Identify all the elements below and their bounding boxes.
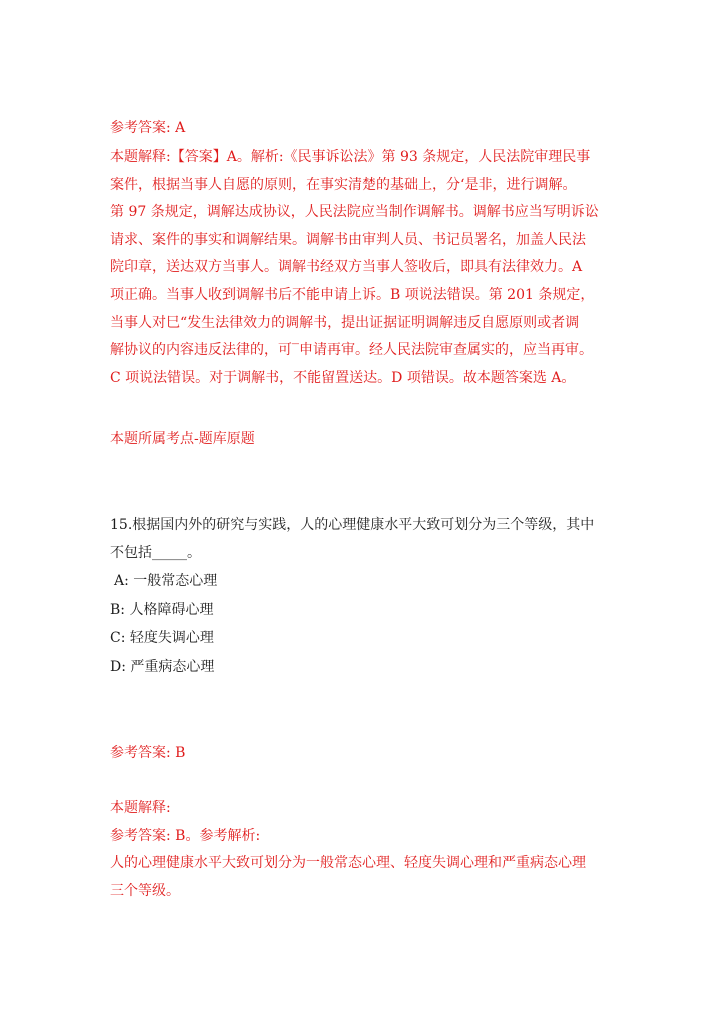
option-a: A: 一般常态心理 — [114, 573, 218, 590]
explanation-line: C 项说法错误。对于调解书，不能留置送达。D 项错误。故本题答案选 A。 — [110, 369, 576, 386]
question-15 — [110, 512, 620, 682]
option-b: B: 人格障碍心理 — [110, 601, 214, 618]
source-note: 本题所属考点-题库原题 — [110, 431, 255, 447]
answer-2: 参考答案: B — [110, 745, 186, 761]
explanation-line: 解协议的内容违反法律的，可‾申请再审。经人民法院审查属实的，应当再审。 — [110, 342, 593, 359]
explanation-line: 本题解释:【答案】A。解析:《民事诉讼法》第 93 条规定，人民法院审理民事 — [110, 149, 591, 165]
explanation-line: 当事人对巳“发生法律效力的调解书，提出证据证明调解违反自愿原则或者调 — [110, 314, 580, 331]
explanation-line: 三个等级。 — [110, 882, 180, 899]
explanation-line: 参考答案: B。参考解析: — [110, 827, 261, 844]
explanation-line: 人的心理健康水平大致可划分为一般常态心理、轻度失调心理和严重病态心理 — [110, 855, 586, 872]
answer-1: 参考答案: A — [110, 120, 186, 136]
explanation-line: 本题解释: — [110, 800, 171, 816]
explanation-2 — [110, 795, 620, 905]
option-d: D: 严重病态心理 — [110, 658, 215, 675]
explanation-line: 请求、案件的事实和调解结果。调解书由审判人员、书记员署名，加盖人民法 — [110, 231, 586, 248]
question-line: 15.根据国内外的研究与实践，人的心理健康水平大致可划分为三个等级，其中 — [110, 517, 595, 533]
option-c: C: 轻度失调心理 — [110, 630, 214, 647]
explanation-line: 院印章，送达双方当事人。调解书经双方当事人签收后，即具有法律效力。A — [110, 259, 583, 276]
question-line: 不包括_____。 — [110, 544, 201, 561]
explanation-line: 案件，根据当事人自愿的原则，在事实清楚的基础上，分‘是非，进行调解。 — [110, 176, 577, 193]
explanation-line: 项正确。当事人收到调解书后不能申请上诉。B 项说法错误。第 201 条规定， — [110, 286, 595, 303]
explanation-line: 第 97 条规定，调解达成协议，人民法院应当制作调解书。调解书应当写明诉讼 — [110, 204, 599, 221]
explanation-1 — [110, 144, 620, 392]
